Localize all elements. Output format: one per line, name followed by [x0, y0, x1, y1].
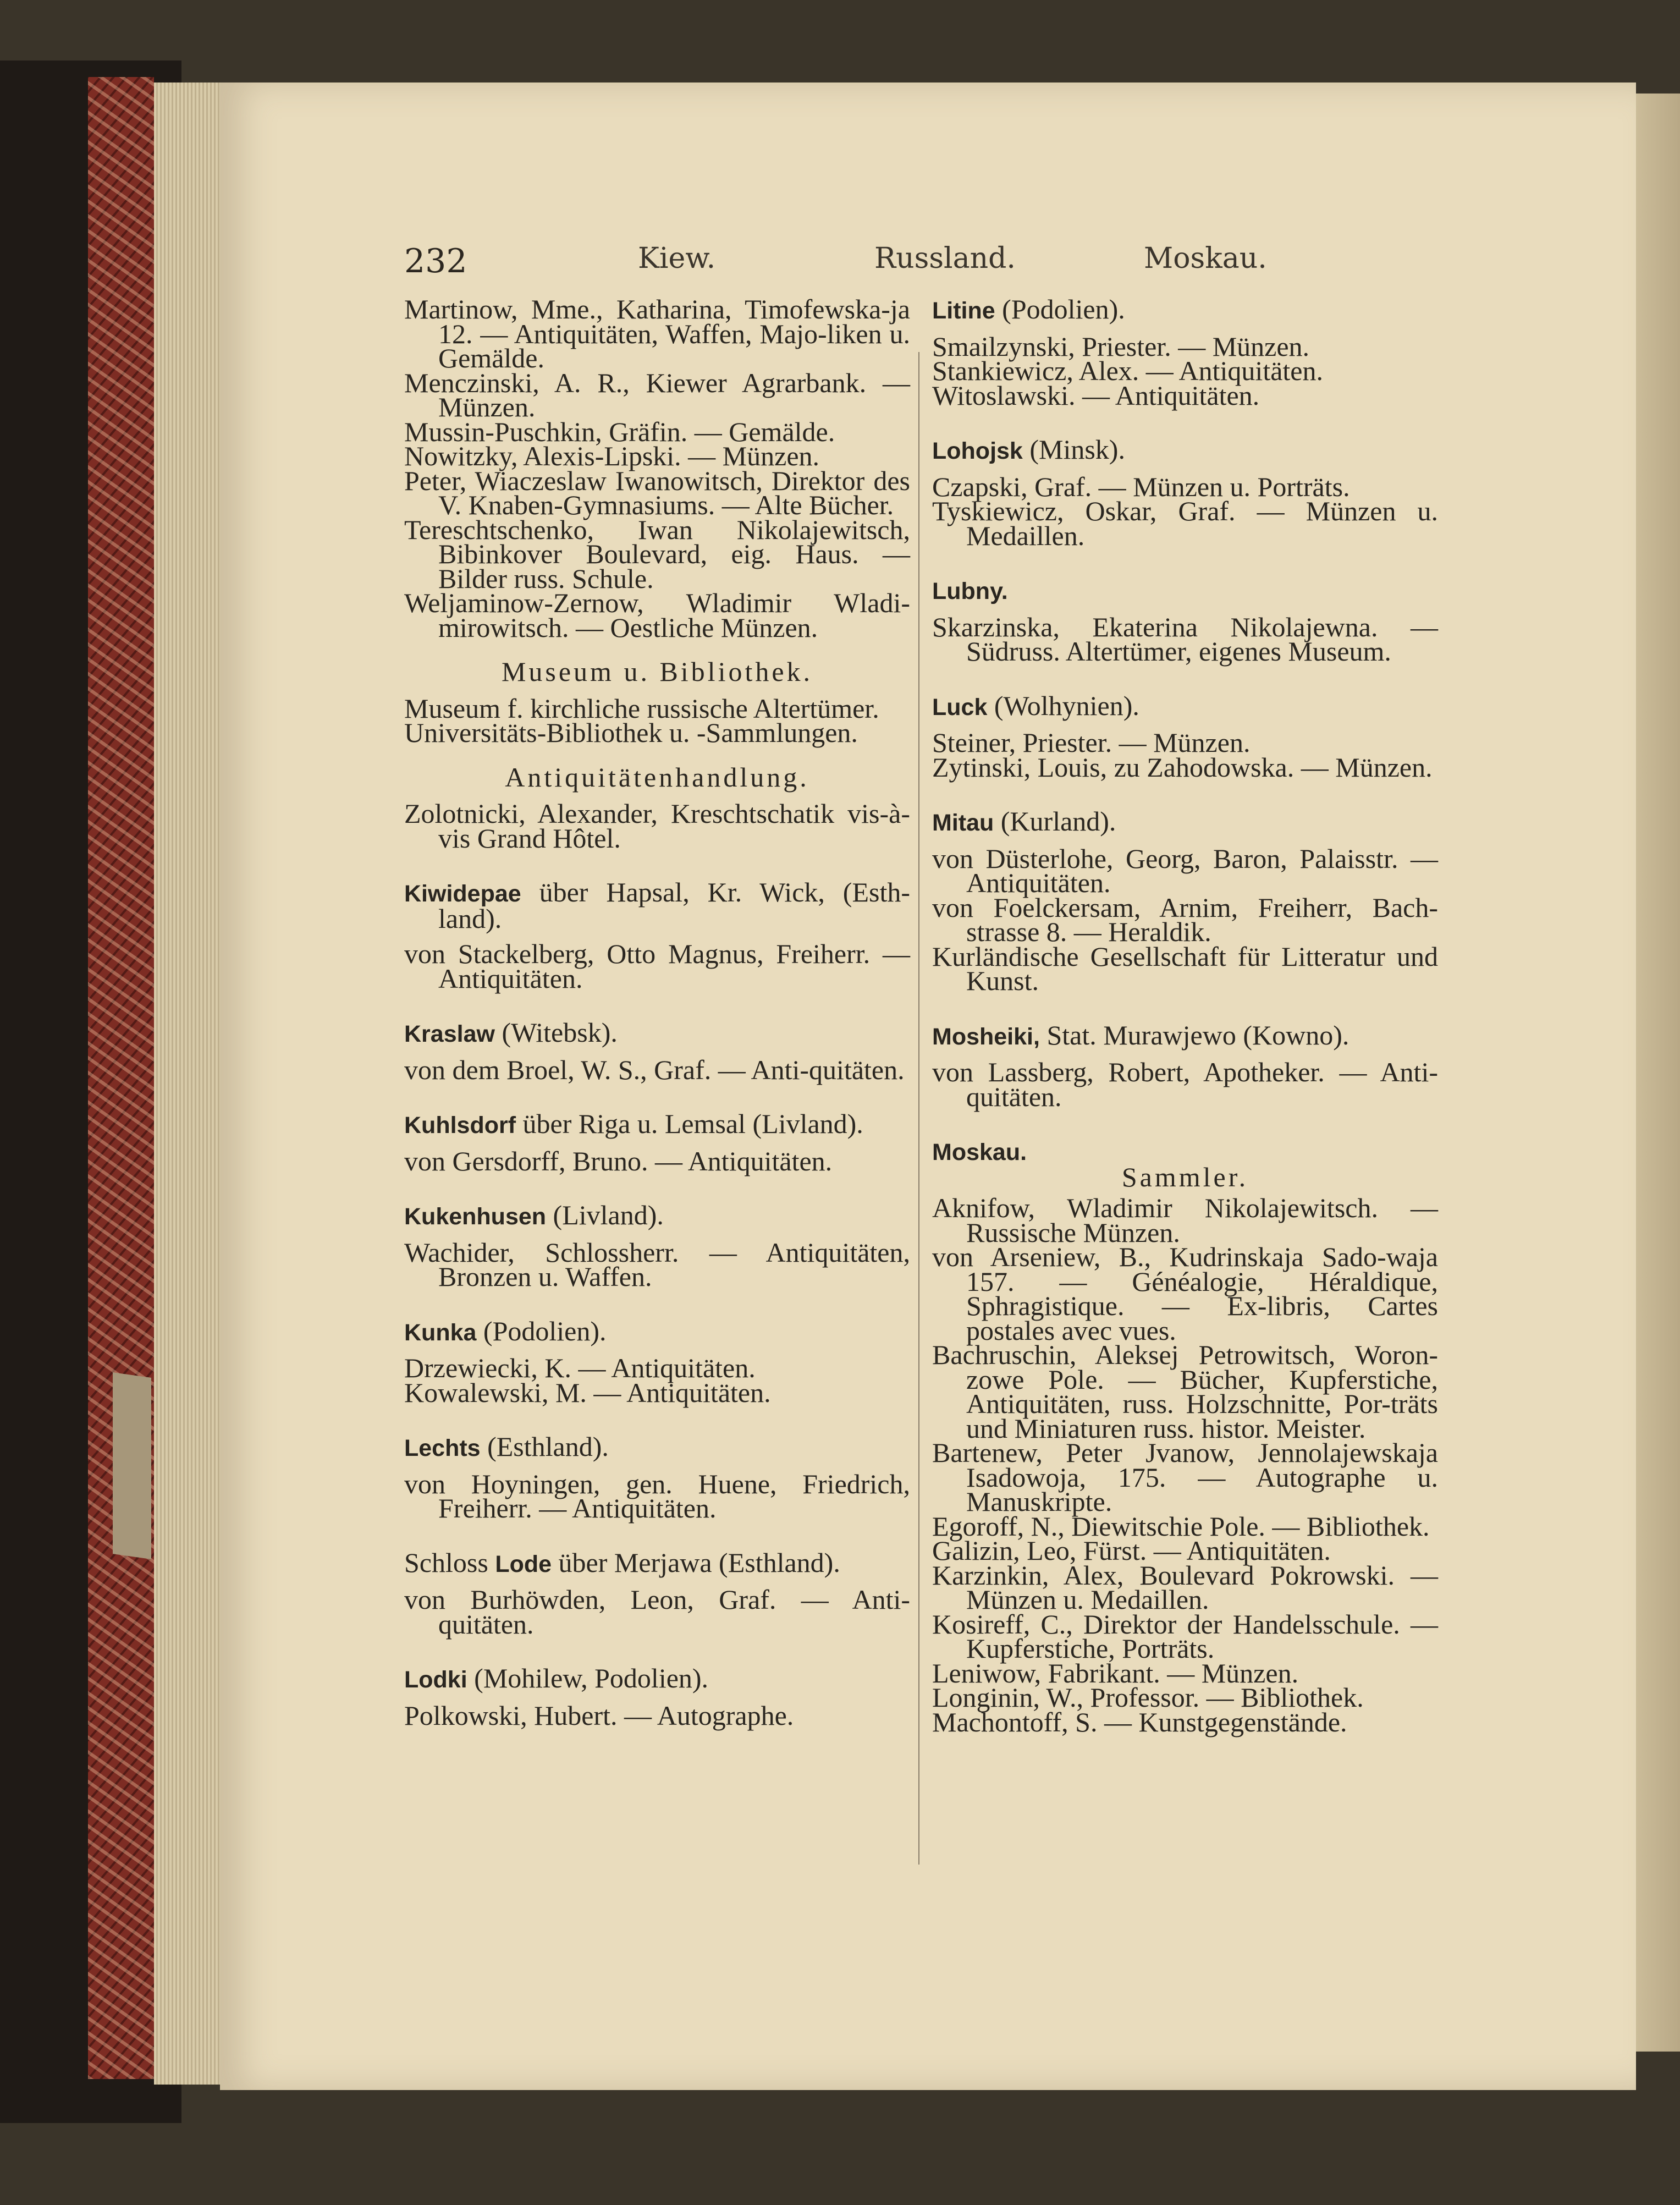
- list-item: Machontoff, S. — Kunstgegenstände.: [932, 1706, 1347, 1737]
- list-item: Wachider, Schlossherr. — Antiquitäten, Bronzen u. Waffen.: [404, 1236, 910, 1292]
- list-item: von Arseniew, B., Kudrinskaja Sado-waja 157. — Généalogie, Héraldique, Sphragistique. — Ex-libris, Cartes postales avec vues.: [932, 1241, 1438, 1346]
- place-heading-lohojsk: Lohojsk (Minsk).: [932, 434, 1125, 465]
- list-item: Weljaminow-Zernow, Wladimir Wladi-mirowitsch. — Oestliche Münzen.: [404, 587, 910, 643]
- list-item: Zytinski, Louis, zu Zahodowska. — Münzen.: [932, 751, 1433, 783]
- page-number: 232: [404, 242, 467, 281]
- list-item: von Stackelberg, Otto Magnus, Freiherr. — Antiquitäten.: [404, 938, 910, 994]
- list-item: Smailzynski, Priester. — Münzen.: [932, 331, 1310, 362]
- place-heading-kunka: Kunka (Podolien).: [404, 1315, 607, 1346]
- section-heading-sammler: Sammler.: [1121, 1161, 1249, 1192]
- list-item: von Hoyningen, gen. Huene, Friedrich, Freiherr. — Antiquitäten.: [404, 1468, 910, 1524]
- list-item: Museum f. kirchliche russische Altertümer.: [404, 692, 879, 724]
- list-item: Witoslawski. — Antiquitäten.: [932, 380, 1260, 411]
- list-item: Nowitzky, Alexis-Lipski. — Münzen.: [404, 441, 820, 471]
- place-heading-mitau: Mitau (Kurland).: [932, 806, 1116, 837]
- list-item: Bartenew, Peter Jvanow, Jennolajewskaja Isadowoja, 175. — Autographe u. Manuskripte.: [932, 1437, 1438, 1517]
- place-heading-kuhlsdorf: Kuhlsdorf über Riga u. Lemsal (Livland).: [404, 1108, 863, 1139]
- section-heading-antiquitaeten: Antiquitätenhandlung.: [505, 761, 809, 793]
- list-item: von dem Broel, W. S., Graf. — Anti-quitäten.: [404, 1054, 905, 1085]
- list-item: Zolotnicki, Alexander, Kreschtschatik vis-à-vis Grand Hôtel.: [404, 798, 910, 854]
- running-head-left: Kiew.: [638, 242, 716, 275]
- place-heading-litine: Litine (Podolien).: [932, 294, 1125, 325]
- list-item: Mussin-Puschkin, Gräfin. — Gemälde.: [404, 416, 835, 447]
- place-heading-kukenhusen: Kukenhusen (Livland).: [404, 1200, 664, 1230]
- list-item: Leniwow, Fabrikant. — Münzen.: [932, 1657, 1299, 1689]
- list-item: Longinin, W., Professor. — Bibliothek.: [932, 1682, 1364, 1713]
- left-column: [404, 294, 910, 1731]
- list-item: von Gersdorff, Bruno. — Antiquitäten.: [404, 1145, 833, 1176]
- place-heading-moskau: Moskau.: [932, 1139, 1027, 1165]
- list-item: von Lassberg, Robert, Apotheker. — Anti-quitäten.: [932, 1057, 1438, 1112]
- list-item: Czapski, Graf. — Münzen u. Porträts.: [932, 471, 1350, 502]
- list-item: Kosireff, C., Direktor der Handelsschule. — Kupferstiche, Porträts.: [932, 1608, 1438, 1664]
- running-head-country: Russland.: [874, 242, 1016, 275]
- marbled-edge: [88, 77, 154, 2079]
- list-item: von Düsterlohe, Georg, Baron, Palaisstr. — Antiquitäten.: [932, 843, 1438, 898]
- list-item: Karzinkin, Alex, Boulevard Pokrowski. — Münzen u. Medaillen.: [932, 1559, 1438, 1615]
- list-item: Bachruschin, Aleksej Petrowitsch, Woron-zowe Pole. — Bücher, Kupferstiche, Antiquitäten, russ. Holzschnitte, Por-träts und Miniaturen russ. histor. Meister.: [932, 1339, 1438, 1444]
- list-item: Tereschtschenko, Iwan Nikolajewitsch, Bibinkover Boulevard, eig. Haus. — Bilder russ. Schule.: [404, 514, 910, 594]
- list-item: Drzewiecki, K. — Antiquitäten.: [404, 1352, 756, 1383]
- column-divider: [918, 352, 919, 1865]
- place-heading-lodki: Lodki (Mohilew, Podolien).: [404, 1663, 709, 1693]
- list-item: Menczinski, A. R., Kiewer Agrarbank. — Münzen.: [404, 367, 910, 422]
- list-item: Stankiewicz, Alex. — Antiquitäten.: [932, 355, 1323, 386]
- list-item: Steiner, Priester. — Münzen.: [932, 727, 1251, 758]
- section-heading-museum: Museum u. Bibliothek.: [501, 656, 813, 687]
- place-heading-lechts: Lechts (Esthland).: [404, 1431, 609, 1462]
- list-item: Polkowski, Hubert. — Autographe.: [404, 1700, 794, 1731]
- place-heading-kiwidepae: Kiwidepae über Hapsal, Kr. Wick, (Esth-land).: [404, 877, 910, 934]
- place-heading-kraslaw: Kraslaw (Witebsk).: [404, 1017, 618, 1048]
- place-heading-lubny: Lubny.: [932, 578, 1008, 604]
- list-item: von Burhöwden, Leon, Graf. — Anti-quitäten.: [404, 1584, 910, 1640]
- list-item: Skarzinska, Ekaterina Nikolajewna. — Südruss. Altertümer, eigenes Museum.: [932, 611, 1438, 667]
- place-heading-mosheiki: Mosheiki, Stat. Murawjewo (Kowno).: [932, 1019, 1349, 1051]
- place-heading-luck: Luck (Wolhynien).: [932, 690, 1139, 721]
- list-item: Kurländische Gesellschaft für Litteratur und Kunst.: [932, 941, 1438, 996]
- list-item: Galizin, Leo, Fürst. — Antiquitäten.: [932, 1535, 1331, 1566]
- place-heading-lode: Schloss Lode über Merjawa (Esthland).: [404, 1547, 840, 1578]
- list-item: Tyskiewicz, Oskar, Graf. — Münzen u. Medaillen.: [932, 496, 1438, 551]
- right-column: [932, 294, 1438, 1737]
- list-item: Peter, Wiaczeslaw Iwanowitsch, Direktor des V. Knaben-Gymnasiums. — Alte Bücher.: [404, 465, 910, 520]
- list-item: Universitäts-Bibliothek u. -Sammlungen.: [404, 717, 858, 748]
- bookmark-tab: [113, 1372, 151, 1559]
- running-head-right: Moskau.: [1144, 242, 1267, 275]
- list-item: Martinow, Mme., Katharina, Timofewska-ja 12. — Antiquitäten, Waffen, Majo-liken u. Gemälde.: [404, 294, 910, 373]
- list-item: Egoroff, N., Diewitschie Pole. — Bibliothek.: [932, 1510, 1430, 1542]
- list-item: Kowalewski, M. — Antiquitäten.: [404, 1377, 771, 1408]
- list-item: Aknifow, Wladimir Nikolajewitsch. — Russische Münzen.: [932, 1192, 1438, 1248]
- list-item: von Foelckersam, Arnim, Freiherr, Bach-strasse 8. — Heraldik.: [932, 892, 1438, 947]
